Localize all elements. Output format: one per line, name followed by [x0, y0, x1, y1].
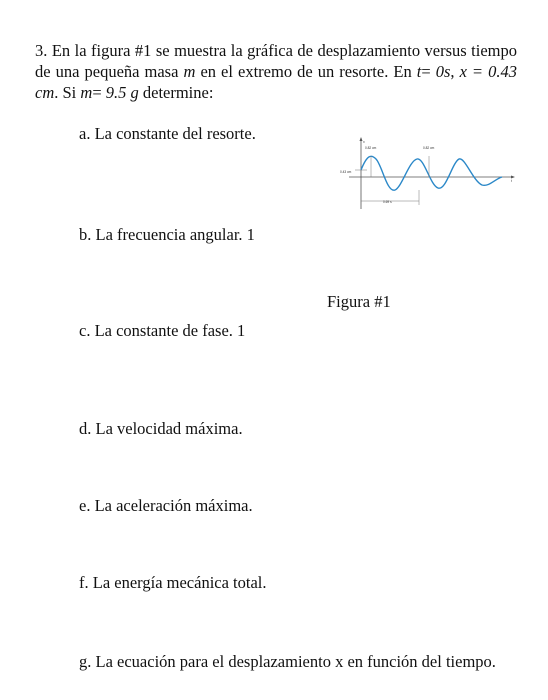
mass-variable: m — [183, 62, 196, 81]
problem-text: determine: — [138, 83, 214, 102]
question-d: d. La velocidad máxima. — [79, 419, 243, 438]
displacement-wave — [361, 156, 502, 190]
question-e: e. La aceleración máxima. — [79, 496, 253, 515]
period-label: 0.69 s — [383, 200, 392, 204]
problem-text: = — [92, 83, 106, 102]
problem-text: En la figura #1 se muestra la gráfica de desplazamiento versus tiempo de una pequeña masa — [35, 41, 517, 81]
question-f: f. La energía mecánica total. — [79, 573, 267, 592]
mass-value: 9.5 g — [105, 83, 139, 102]
axis-label-x: x — [363, 140, 365, 144]
problem-statement — [35, 40, 517, 103]
problem-text: , — [450, 62, 460, 81]
question-a: a. La constante del resorte. — [79, 124, 256, 143]
problem-text: en el extremo de un resorte. En — [195, 62, 417, 81]
question-c: c. La constante de fase. 1 — [79, 321, 246, 340]
initial-displacement: x = 0.43 cm — [35, 62, 517, 102]
mass-variable: m — [80, 83, 93, 102]
amplitude-label-2: 0.82 cm — [423, 146, 435, 150]
question-g: g. La ecuación para el desplazamiento x en función del tiempo. — [79, 652, 496, 671]
initial-time: 0s — [435, 62, 451, 81]
problem-text: . Si — [54, 83, 81, 102]
initial-displacement-label: 0.43 cm — [340, 170, 352, 174]
figure-caption: Figura #1 — [327, 292, 391, 311]
axis-label-t: t — [511, 179, 512, 183]
amplitude-label-1: 0.82 cm — [365, 146, 377, 150]
question-b: b. La frecuencia angular. 1 — [79, 225, 255, 244]
displacement-graph — [337, 135, 517, 215]
problem-number: 3. — [35, 41, 48, 60]
time-variable: t — [416, 62, 422, 81]
problem-text: = — [421, 62, 436, 81]
